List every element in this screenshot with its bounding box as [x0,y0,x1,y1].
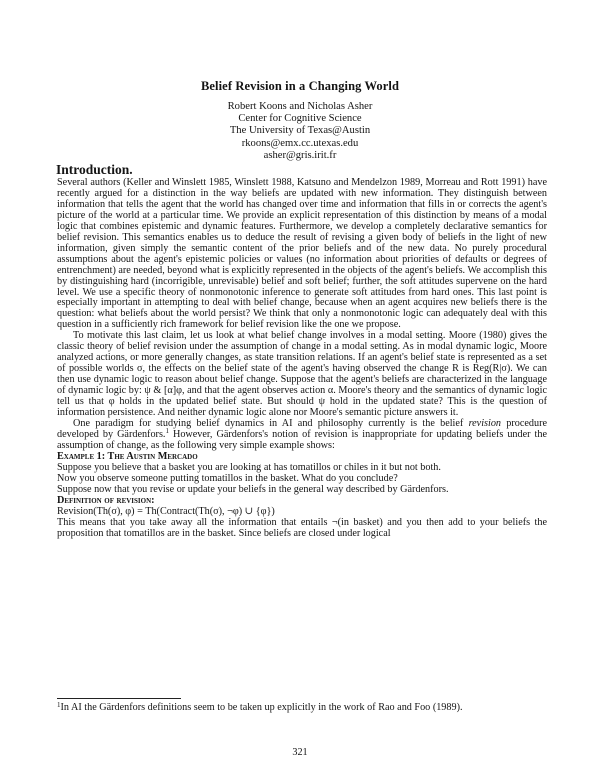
paper-title: Belief Revision in a Changing World [200,79,400,93]
footnote-ref: 1 [165,426,169,435]
example-label: Example 1: The Austin Mercado [57,450,198,462]
author-names: Robert Koons and Nicholas Asher [227,101,373,112]
page-number: 321 [292,747,308,758]
paragraph-3-middle: procedure developed by Gärdenfors. [57,417,548,440]
example-line-2: Now you observe someone putting tomatillos in the basket. What do you conclude? [57,472,398,484]
author-affiliation: Center for Cognitive Science [238,113,362,125]
section-heading: Introduction. [56,162,133,177]
paragraph-3 [57,419,547,452]
definition-label: Definition of revision: [57,494,155,506]
paragraph-3-end: However, Gärdenfors's notion of revision is inappropriate for updating beliefs under the assumption of change, as the following very simple example shows: [57,428,547,451]
footnote-mark: 1 [57,701,61,709]
paragraph-3-start: One paradigm for studying belief dynamics in AI and philosophy currently is the belief [73,417,464,429]
paragraph-1: Several authors (Keller and Winslett 1985, Winslett 1988, Katsuno and Mendelzon 1989, Morreau and Rott 1991) have recently argued for a distinction in the way beliefs are updated with new information. They distinguish between information that tells the agent that the world has changed over time and information that fills in or corrects the agent's picture of the world at a particular time. We provide an explicit representation of this distinction by means of a modal logic that combines epistemic and dynamic features. Furthermore, we develop a completely declarative semantics for belief revision. This semantics enables us to deduce the result of revising a given body of beliefs in the light of new information, given simply the semantic content of the prior beliefs and of the new data. No purely procedural assumptions about the agent's epistemic policies or values (no information about priorities of defaults or degrees of entrenchment) are needed, beyond what is explicitly represented in the objects of the agent's beliefs. We accomplish this by distinguishing hard (incorrigible, unrevisable) belief and soft belief; further, the soft attitudes supervene on the hard level. We use a specific theory of nonmonotonic inference to generate soft attitudes from hard ones. This last point is especially important in attempting to deal with belief change, because when an agent acquires new beliefs there is the question: what beliefs about the world persist? We think that only a nonmonotonic logic can adequately deal with this question in a sufficiently rich framework for belief revision like the one we propose. [57,177,547,331]
author-block [0,101,600,162]
after-example-text: Suppose now that you revise or update your beliefs in the general way described by Gärdenfors. [57,483,449,495]
footnote-text: In AI the Gärdenfors definitions seem to be taken up explicitly in the work of Rao and Foo (1989). [60,702,463,713]
body-text [57,178,547,539]
author-email-koons: rkoons@emx.cc.utexas.edu [241,137,359,149]
revision-formula: Revision(Th(σ), φ) = Th(Contract(Th(σ), ¬φ) ∪ {φ}) [57,505,275,517]
example-line-1: Suppose you believe that a basket you are looking at has tomatillos or chiles in it but not both. [57,461,441,473]
author-email-asher: asher@gris.irit.fr [263,149,337,161]
paragraph-2: To motivate this last claim, let us look at what belief change involves in a modal setting. Moore (1980) gives the classic theory of belief revision under the assumption of change in a modal setting. As in modal dynamic logic, Moore analyzed actions, or more generally changes, as state transition relations. If an agent's belief state is represented as a set of possible worlds σ, the effects on the belief state of the agent's having observed the change R is Reg(R|σ). We can then use dynamic logic to reason about belief change. Suppose that the agent's beliefs are characterized in the language of dynamic logic by: ψ & [α]φ, and that the agent observes action α. Moore's theory and the semantics of dynamic logic tell us that φ holds in the updated belief state. But should ψ hold in the updated state? This is the question of information persistence. And neither dynamic logic alone nor Moore's semantic picture answers it. [57,330,547,419]
footnote [57,702,547,713]
paragraph-3-italic: revision [468,417,502,429]
author-university: The University of Texas@Austin [229,125,371,137]
closing-paragraph: This means that you take away all the information that entails ¬(in basket) and you then add to your beliefs the proposition that tomatillos are in the basket. Since beliefs are closed under logical [57,516,547,539]
footnote-divider [57,698,181,699]
